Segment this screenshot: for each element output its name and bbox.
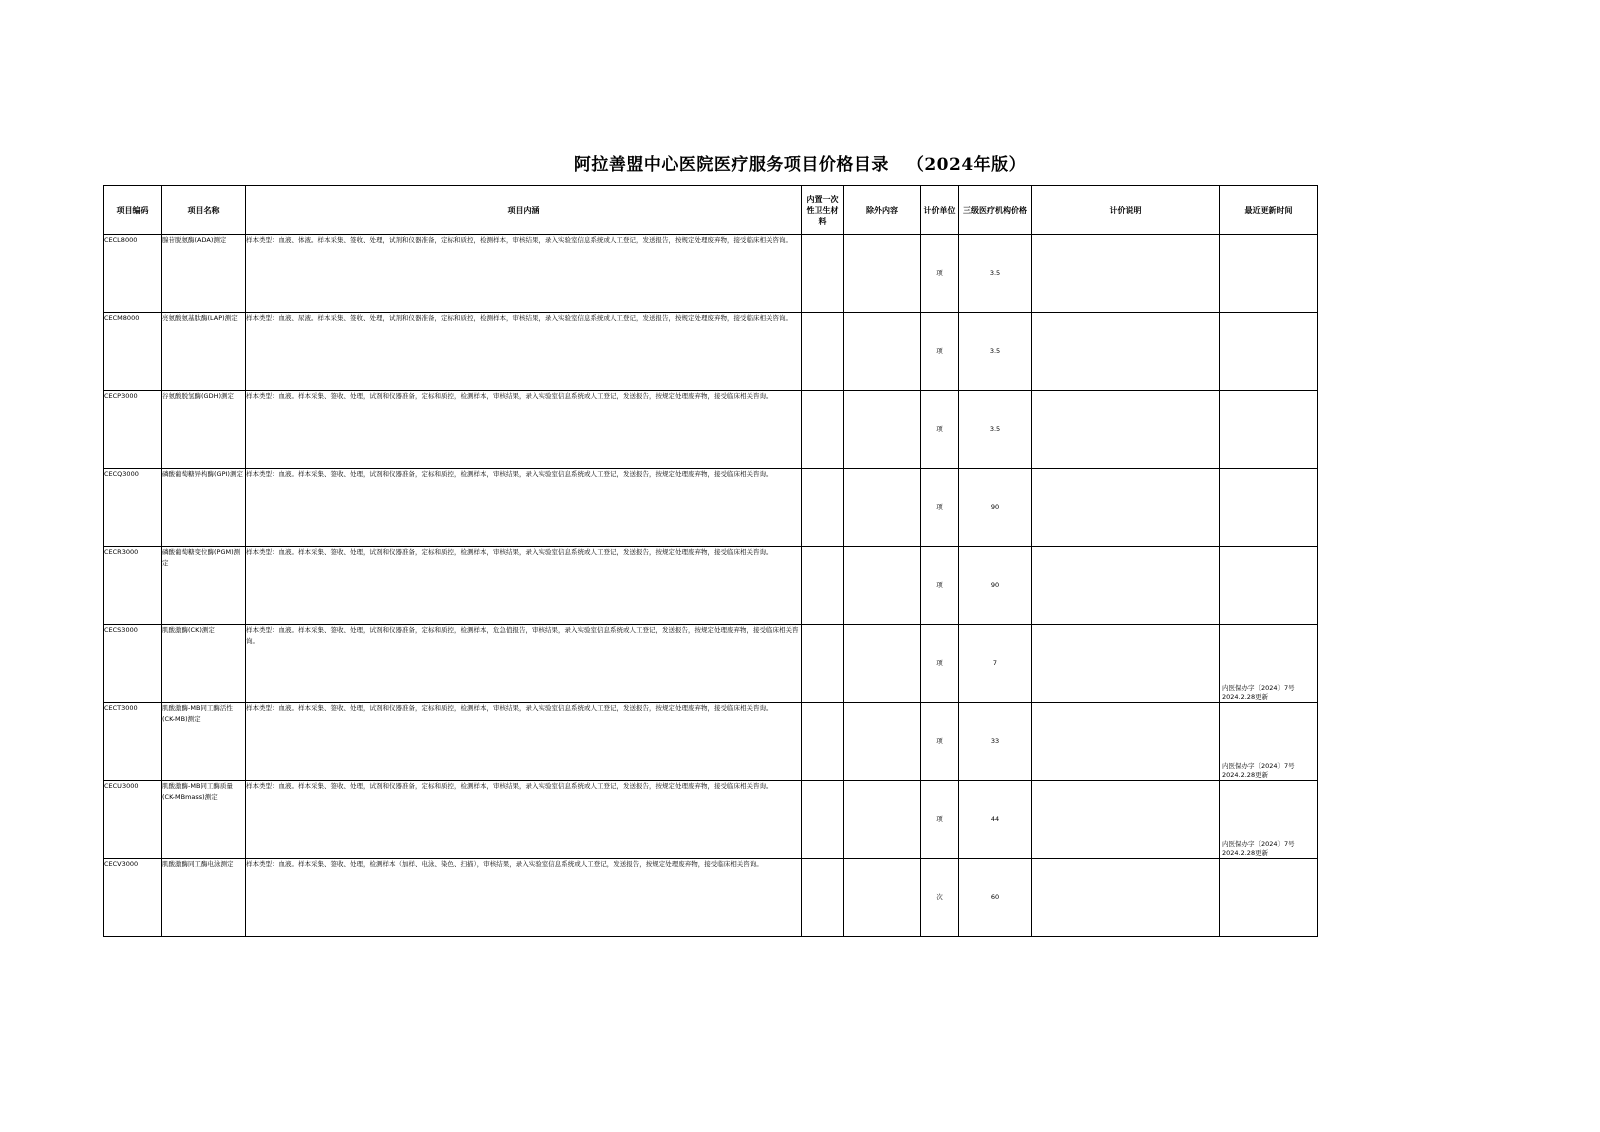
table-header-row — [104, 186, 1318, 235]
cell-price: 7 — [959, 625, 1032, 703]
header-name: 项目名称 — [162, 186, 246, 235]
cell-code: CECU3000 — [104, 781, 162, 859]
cell-code: CECQ3000 — [104, 469, 162, 547]
cell-content: 样本类型：血液。样本采集、签收、处理，试剂和仪器准备，定标和质控，检测样本，审核结果，录入实验室信息系统或人工登记，发送报告，按规定处理废弃物，接受临床相关咨询。 — [246, 547, 802, 625]
cell-name: 肌酸激酶(CK)测定 — [162, 625, 246, 703]
cell-materials — [802, 703, 844, 781]
cell-materials — [802, 859, 844, 937]
cell-name: 磷酸葡萄糖异构酶(GPI)测定 — [162, 469, 246, 547]
cell-materials — [802, 235, 844, 313]
cell-notes — [1032, 625, 1220, 703]
cell-price: 90 — [959, 547, 1032, 625]
cell-excluded — [844, 235, 921, 313]
table-row — [104, 235, 1318, 313]
table-row — [104, 625, 1318, 703]
header-code: 项目编码 — [104, 186, 162, 235]
cell-updated — [1220, 313, 1318, 391]
cell-updated — [1220, 547, 1318, 625]
cell-code: CECL8000 — [104, 235, 162, 313]
cell-name: 腺苷脱氨酶(ADA)测定 — [162, 235, 246, 313]
cell-materials — [802, 391, 844, 469]
cell-materials — [802, 781, 844, 859]
cell-notes — [1032, 781, 1220, 859]
cell-excluded — [844, 469, 921, 547]
header-content: 项目内涵 — [246, 186, 802, 235]
cell-updated — [1220, 235, 1318, 313]
cell-code: CECS3000 — [104, 625, 162, 703]
cell-name: 谷氨酸脱氢酶(GDH)测定 — [162, 391, 246, 469]
header-materials: 内置一次性卫生材料 — [802, 186, 844, 235]
cell-unit: 项 — [921, 625, 959, 703]
cell-unit: 次 — [921, 859, 959, 937]
document-subtitle: （2024年版） — [906, 155, 1027, 175]
cell-updated — [1220, 391, 1318, 469]
cell-unit: 项 — [921, 313, 959, 391]
cell-name: 肌酸激酶同工酶电泳测定 — [162, 859, 246, 937]
table-row — [104, 859, 1318, 937]
cell-excluded — [844, 625, 921, 703]
cell-updated: 内医保办字〔2024〕7号 2024.2.28更新 — [1220, 781, 1318, 859]
cell-unit: 项 — [921, 781, 959, 859]
cell-notes — [1032, 859, 1220, 937]
cell-code: CECR3000 — [104, 547, 162, 625]
header-unit: 计价单位 — [921, 186, 959, 235]
cell-notes — [1032, 391, 1220, 469]
cell-content: 样本类型：血液、体液。样本采集、签收、处理，试剂和仪器准备，定标和质控，检测样本，审核结果，录入实验室信息系统或人工登记，发送报告，按规定处理废弃物，接受临床相关咨询。 — [246, 235, 802, 313]
cell-unit: 项 — [921, 391, 959, 469]
cell-price: 33 — [959, 703, 1032, 781]
table-row — [104, 781, 1318, 859]
cell-code: CECV3000 — [104, 859, 162, 937]
header-updated: 最近更新时间 — [1220, 186, 1318, 235]
cell-price: 60 — [959, 859, 1032, 937]
cell-excluded — [844, 547, 921, 625]
header-price: 三级医疗机构价格 — [959, 186, 1032, 235]
cell-updated: 内医保办字〔2024〕7号 2024.2.28更新 — [1220, 703, 1318, 781]
document-title: 阿拉善盟中心医院医疗服务项目价格目录 — [573, 155, 889, 175]
cell-excluded — [844, 781, 921, 859]
cell-excluded — [844, 391, 921, 469]
cell-content: 样本类型：血液。样本采集、签收、处理，检测样本（加样、电泳、染色、扫描），审核结果，录入实验室信息系统或人工登记，发送报告，按规定处理废弃物，接受临床相关咨询。 — [246, 859, 802, 937]
cell-price: 90 — [959, 469, 1032, 547]
cell-unit: 项 — [921, 235, 959, 313]
table-row — [104, 703, 1318, 781]
cell-name: 肌酸激酶-MB同工酶活性(CK-MB)测定 — [162, 703, 246, 781]
cell-excluded — [844, 859, 921, 937]
cell-code: CECM8000 — [104, 313, 162, 391]
cell-materials — [802, 625, 844, 703]
price-catalog-table — [103, 185, 1318, 937]
cell-excluded — [844, 703, 921, 781]
cell-price: 3.5 — [959, 313, 1032, 391]
cell-materials — [802, 469, 844, 547]
cell-content: 样本类型：血液。样本采集、签收、处理，试剂和仪器准备，定标和质控，检测样本，审核结果，录入实验室信息系统或人工登记，发送报告，按规定处理废弃物，接受临床相关咨询。 — [246, 391, 802, 469]
cell-content: 样本类型：血液。样本采集、签收、处理，试剂和仪器准备，定标和质控，检测样本，危急值报告，审核结果，录入实验室信息系统或人工登记，发送报告，按规定处理废弃物，接受临床相关咨询。 — [246, 625, 802, 703]
cell-content: 样本类型：血液。样本采集、签收、处理，试剂和仪器准备，定标和质控，检测样本，审核结果，录入实验室信息系统或人工登记，发送报告，按规定处理废弃物，接受临床相关咨询。 — [246, 781, 802, 859]
cell-materials — [802, 313, 844, 391]
cell-name: 亮氨酸氨基肽酶(LAP)测定 — [162, 313, 246, 391]
cell-unit: 项 — [921, 547, 959, 625]
cell-unit: 项 — [921, 469, 959, 547]
cell-updated — [1220, 469, 1318, 547]
header-excluded: 除外内容 — [844, 186, 921, 235]
cell-content: 样本类型：血液、尿液。样本采集、签收、处理，试剂和仪器准备，定标和质控，检测样本，审核结果，录入实验室信息系统或人工登记，发送报告，按规定处理废弃物，接受临床相关咨询。 — [246, 313, 802, 391]
table-row — [104, 391, 1318, 469]
cell-materials — [802, 547, 844, 625]
cell-notes — [1032, 469, 1220, 547]
cell-price: 3.5 — [959, 235, 1032, 313]
cell-notes — [1032, 703, 1220, 781]
cell-name: 肌酸激酶-MB同工酶质量(CK-MBmass)测定 — [162, 781, 246, 859]
cell-excluded — [844, 313, 921, 391]
cell-price: 3.5 — [959, 391, 1032, 469]
cell-content: 样本类型：血液。样本采集、签收、处理，试剂和仪器准备，定标和质控，检测样本，审核结果，录入实验室信息系统或人工登记，发送报告，按规定处理废弃物，接受临床相关咨询。 — [246, 703, 802, 781]
cell-code: CECT3000 — [104, 703, 162, 781]
table-row — [104, 469, 1318, 547]
page-title — [0, 150, 1600, 175]
cell-name: 磷酸葡萄糖变位酶(PGM)测定 — [162, 547, 246, 625]
cell-updated — [1220, 859, 1318, 937]
table-row — [104, 313, 1318, 391]
cell-notes — [1032, 235, 1220, 313]
cell-unit: 项 — [921, 703, 959, 781]
cell-notes — [1032, 547, 1220, 625]
cell-notes — [1032, 313, 1220, 391]
header-notes: 计价说明 — [1032, 186, 1220, 235]
cell-content: 样本类型：血液。样本采集、签收、处理，试剂和仪器准备，定标和质控，检测样本，审核结果，录入实验室信息系统或人工登记，发送报告，按规定处理废弃物，接受临床相关咨询。 — [246, 469, 802, 547]
cell-code: CECP3000 — [104, 391, 162, 469]
cell-price: 44 — [959, 781, 1032, 859]
table-row — [104, 547, 1318, 625]
cell-updated: 内医保办字〔2024〕7号 2024.2.28更新 — [1220, 625, 1318, 703]
